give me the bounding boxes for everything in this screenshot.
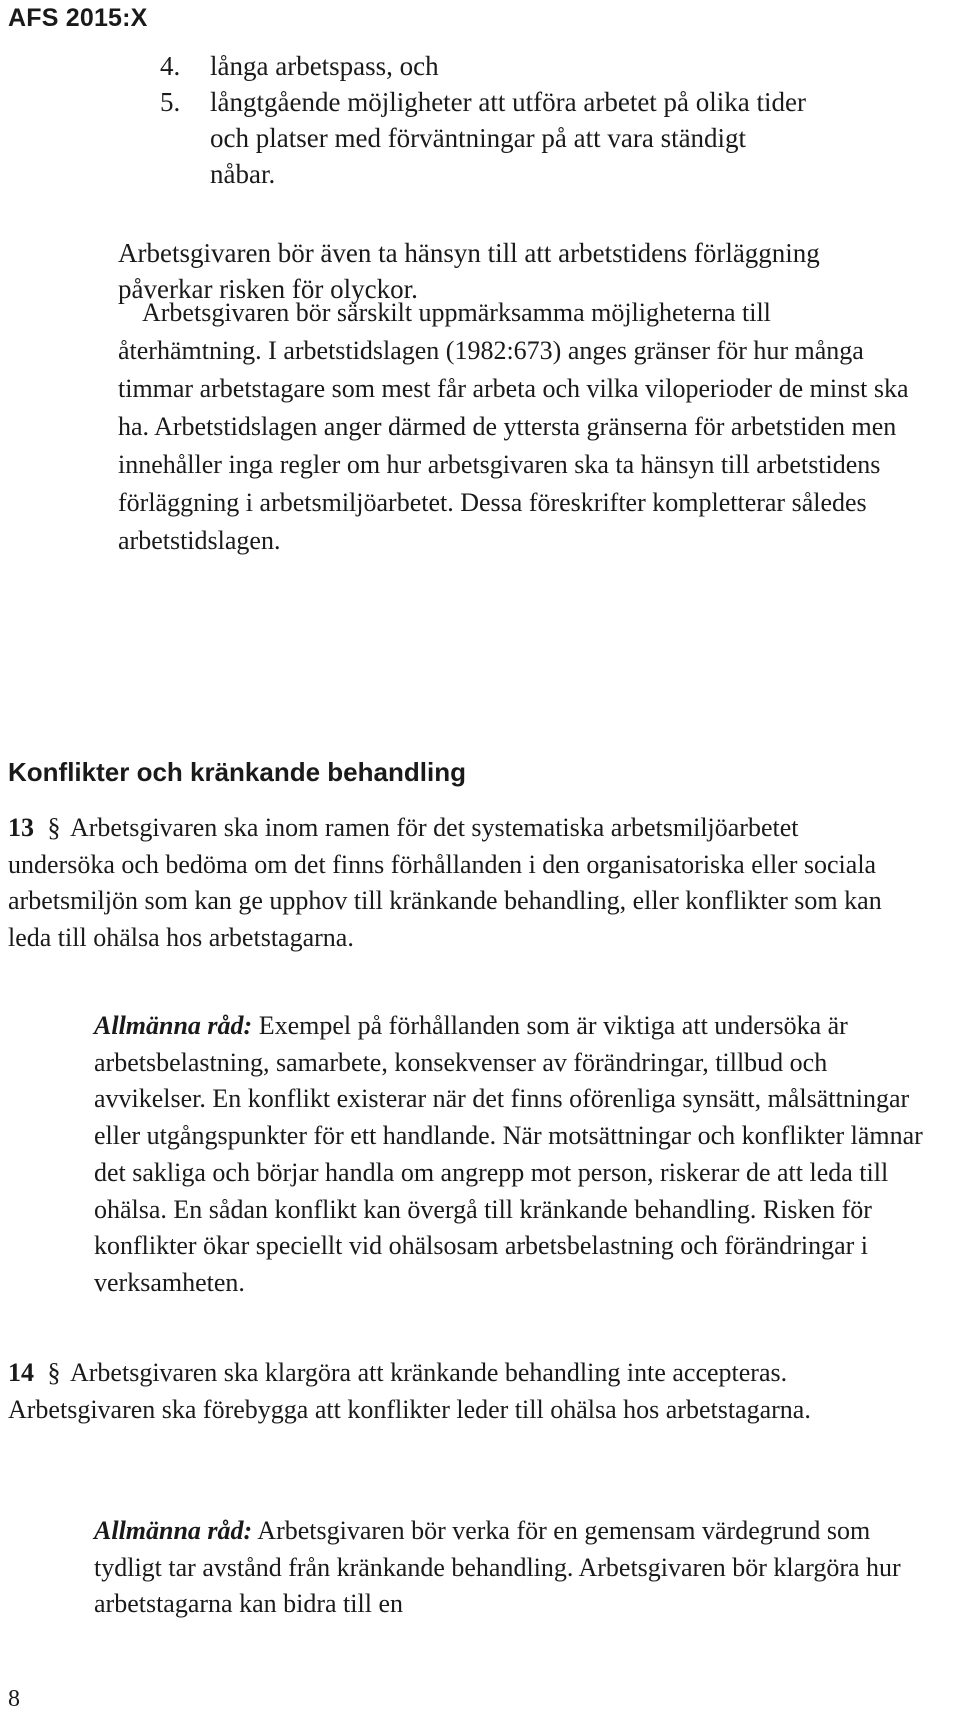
provision-13 [8,810,908,956]
paragraph-accidents: Arbetsgivaren bör även ta hänsyn till att arbetstidens förläggning påverkar risken för olyckor. [118,238,820,304]
provision-text: Arbetsgivaren ska inom ramen för det systematiska arbetsmiljöarbetet undersöka och bedöma om det finns förhållanden i den organisatoriska eller sociala arbetsmiljön som kan ge upphov till kränkande behandling, eller konflikter som kan leda till ohälsa hos arbetstagarna. [8,813,882,952]
paragraph-recovery [118,294,943,560]
advice-label: Allmänna råd: [94,1516,253,1545]
provision-14 [8,1355,908,1428]
list-item-number: 5. [160,87,181,117]
list-item-text: långa arbetspass, och [210,51,439,81]
section-number: 14 [8,1358,34,1387]
advice-text: Exempel på förhållanden som är viktiga att undersöka är arbetsbelastning, samarbete, konsekvenser av förändringar, tillbud och avvikelser. En konflikt existerar när det finns oförenliga synsätt, målsättningar eller utgångspunkter för ett handlande. När motsättningar och konflikter lämnar det sakliga och börjar handla om angrepp mot person, riskerar de att leda till ohälsa. En sådan konflikt kan övergå till kränkande behandling. Risken för konflikter ökar speciellt vid ohälsosam arbetsbelastning och förändringar i verksamheten. [94,1011,923,1297]
section-heading: Konflikter och kränkande behandling [8,757,466,787]
advice-text: Arbetsgivaren bör verka för en gemensam värdegrund som tydligt tar avstånd från kränkande behandling. Arbetsgivaren bör klargöra hur arbetstagarna kan bidra till en [94,1516,901,1619]
section-symbol-icon: § [47,1358,61,1387]
general-advice-14 [94,1513,944,1623]
provision-text: Arbetsgivaren ska klargöra att kränkande behandling inte accepteras. Arbetsgivaren ska förebygga att konflikter leder till ohälsa hos arbetstagarna. [8,1358,811,1424]
paragraph-recovery-body: återhämtning. I arbetstidslagen (1982:673) anges gränser för hur många timmar arbetstagare som mest får arbeta och vilka viloperioder de minst ska ha. Arbetstidslagen anger därmed de yttersta gränserna för arbetstiden men innehåller inga regler om hur arbetsgivaren ska ta hänsyn till arbetstidens förläggning i arbetsmiljöarbetet. Dessa föreskrifter kompletterar således arbetstidslagen. [118,336,909,555]
list-item-text: långtgående möjligheter att utföra arbetet på olika tider och platser med förväntningar på att vara ständigt nåbar. [210,87,807,189]
list-item-number: 4. [160,51,181,81]
section-number: 13 [8,813,34,842]
document-code: AFS 2015:X [8,4,148,32]
general-advice-13 [94,1008,944,1302]
page-number: 8 [8,1686,20,1712]
list-item [160,48,860,88]
paragraph-recovery-first-line: Arbetsgivaren bör särskilt uppmärksamma möjligheterna till [142,298,771,327]
section-symbol-icon: § [47,813,61,842]
list-item [160,84,860,194]
advice-label: Allmänna råd: [94,1011,253,1040]
